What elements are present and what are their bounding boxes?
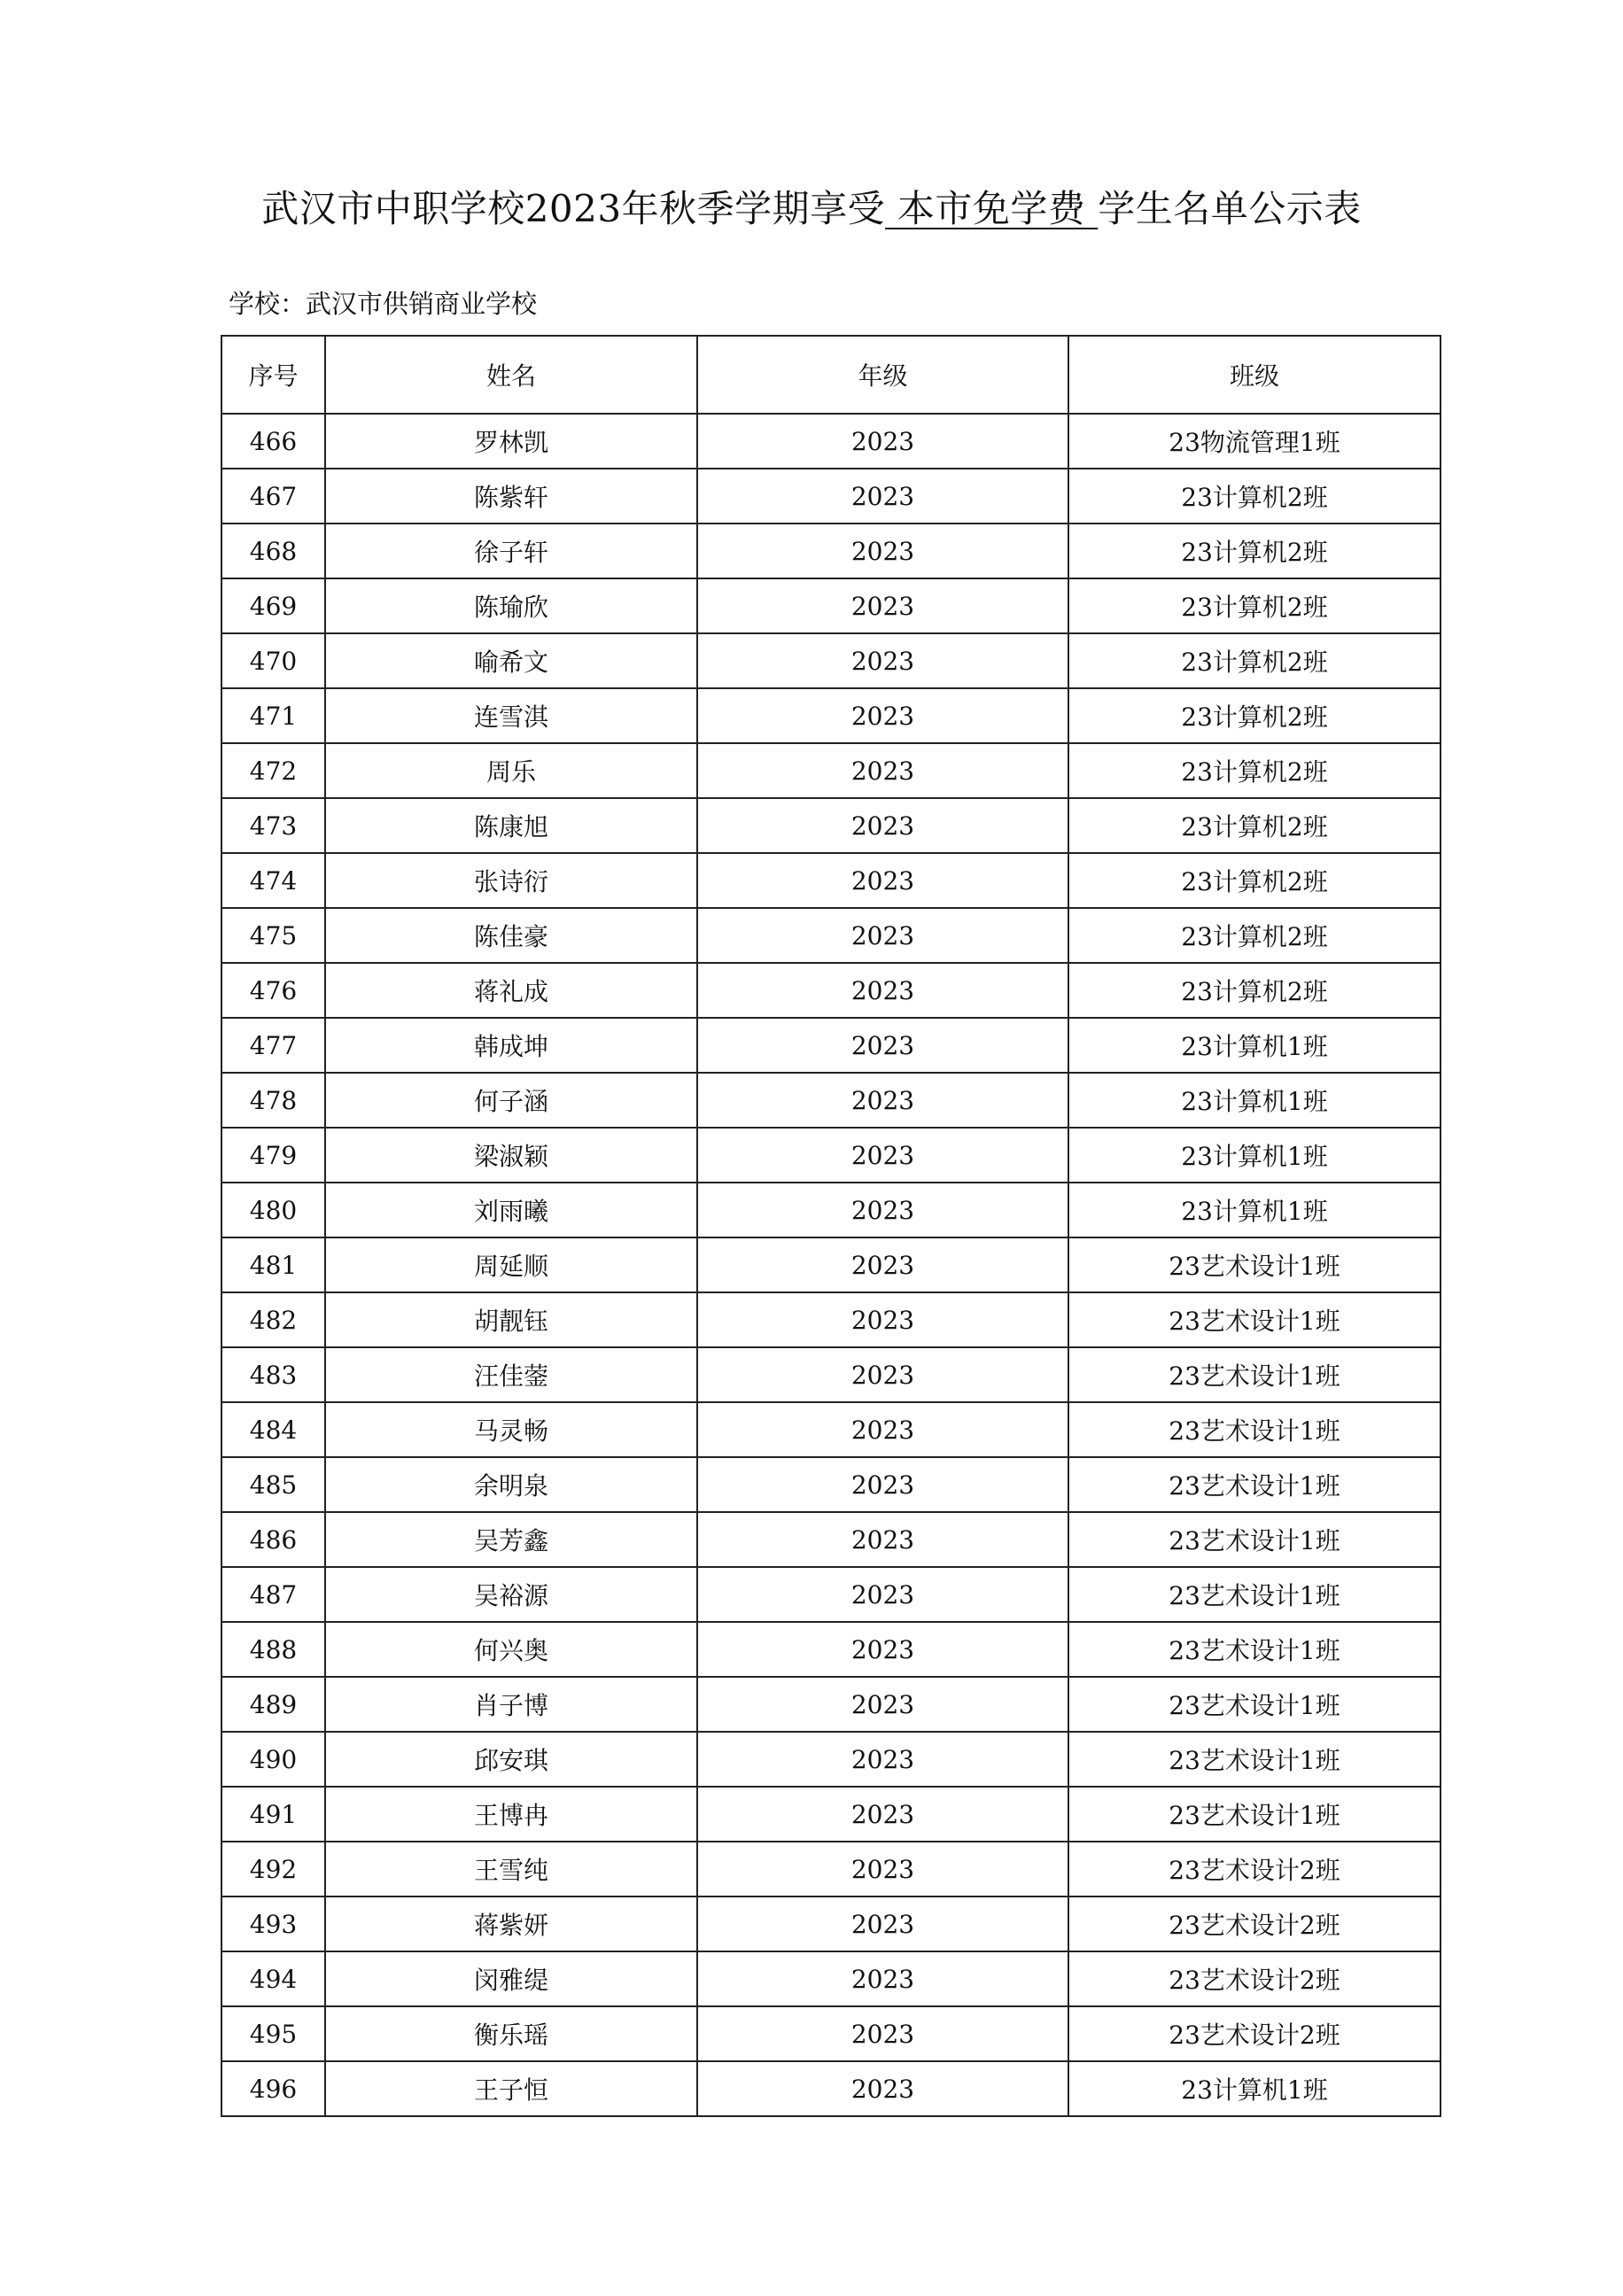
cell-class: 23计算机2班 xyxy=(1068,469,1441,524)
cell-grade: 2023 xyxy=(697,908,1068,963)
cell-class: 23计算机2班 xyxy=(1068,578,1441,633)
cell-class: 23计算机1班 xyxy=(1068,1128,1441,1183)
cell-index: 493 xyxy=(221,1897,325,1951)
table-body xyxy=(221,414,1441,2116)
table-header-row xyxy=(221,336,1441,414)
cell-class: 23计算机2班 xyxy=(1068,633,1441,688)
table-row xyxy=(221,1292,1441,1347)
table-row xyxy=(221,1073,1441,1128)
cell-student-name: 陈康旭 xyxy=(325,798,697,853)
cell-grade: 2023 xyxy=(697,688,1068,743)
cell-class: 23计算机2班 xyxy=(1068,853,1441,908)
table-row xyxy=(221,1787,1441,1842)
cell-grade: 2023 xyxy=(697,414,1068,469)
cell-student-name: 陈佳豪 xyxy=(325,908,697,963)
cell-index: 479 xyxy=(221,1128,325,1183)
cell-grade: 2023 xyxy=(697,1512,1068,1567)
cell-index: 466 xyxy=(221,414,325,469)
cell-grade: 2023 xyxy=(697,1018,1068,1073)
column-header-name: 姓名 xyxy=(325,336,697,414)
cell-grade: 2023 xyxy=(697,1237,1068,1292)
cell-index: 476 xyxy=(221,963,325,1018)
cell-grade: 2023 xyxy=(697,1842,1068,1897)
cell-student-name: 闵雅缇 xyxy=(325,1951,697,2006)
cell-index: 468 xyxy=(221,524,325,578)
cell-student-name: 胡靓钰 xyxy=(325,1292,697,1347)
cell-student-name: 连雪淇 xyxy=(325,688,697,743)
cell-student-name: 周延顺 xyxy=(325,1237,697,1292)
page-title-suffix: 学生名单公示表 xyxy=(1098,187,1362,230)
cell-student-name: 陈紫轩 xyxy=(325,469,697,524)
table-row xyxy=(221,2006,1441,2061)
cell-student-name: 吴芳鑫 xyxy=(325,1512,697,1567)
cell-grade: 2023 xyxy=(697,524,1068,578)
column-header-grade: 年级 xyxy=(697,336,1068,414)
cell-student-name: 马灵畅 xyxy=(325,1402,697,1457)
cell-grade: 2023 xyxy=(697,2061,1068,2116)
cell-grade: 2023 xyxy=(697,1073,1068,1128)
cell-index: 482 xyxy=(221,1292,325,1347)
cell-class: 23艺术设计1班 xyxy=(1068,1402,1441,1457)
cell-class: 23艺术设计1班 xyxy=(1068,1457,1441,1512)
cell-student-name: 衡乐瑶 xyxy=(325,2006,697,2061)
cell-index: 475 xyxy=(221,908,325,963)
cell-grade: 2023 xyxy=(697,1677,1068,1732)
cell-student-name: 蒋紫妍 xyxy=(325,1897,697,1951)
cell-grade: 2023 xyxy=(697,963,1068,1018)
cell-grade: 2023 xyxy=(697,798,1068,853)
cell-grade: 2023 xyxy=(697,1292,1068,1347)
cell-student-name: 张诗衍 xyxy=(325,853,697,908)
cell-index: 467 xyxy=(221,469,325,524)
cell-grade: 2023 xyxy=(697,1183,1068,1237)
table-row xyxy=(221,688,1441,743)
cell-student-name: 罗林凯 xyxy=(325,414,697,469)
table-row xyxy=(221,1897,1441,1951)
cell-student-name: 梁淑颖 xyxy=(325,1128,697,1183)
cell-index: 491 xyxy=(221,1787,325,1842)
table-row xyxy=(221,2061,1441,2116)
table-row xyxy=(221,963,1441,1018)
cell-index: 471 xyxy=(221,688,325,743)
cell-class: 23艺术设计1班 xyxy=(1068,1677,1441,1732)
cell-grade: 2023 xyxy=(697,1402,1068,1457)
table-row xyxy=(221,1512,1441,1567)
table-row xyxy=(221,1183,1441,1237)
table-row xyxy=(221,1951,1441,2006)
table-row xyxy=(221,469,1441,524)
cell-student-name: 何兴奥 xyxy=(325,1622,697,1677)
cell-index: 473 xyxy=(221,798,325,853)
school-name: 学校：武汉市供销商业学校 xyxy=(229,289,538,319)
cell-grade: 2023 xyxy=(697,743,1068,798)
cell-student-name: 周乐 xyxy=(325,743,697,798)
student-roster-table xyxy=(221,335,1441,2117)
cell-class: 23计算机2班 xyxy=(1068,963,1441,1018)
table-row xyxy=(221,1457,1441,1512)
cell-class: 23艺术设计1班 xyxy=(1068,1292,1441,1347)
cell-grade: 2023 xyxy=(697,1347,1068,1402)
cell-index: 474 xyxy=(221,853,325,908)
cell-grade: 2023 xyxy=(697,2006,1068,2061)
cell-class: 23计算机2班 xyxy=(1068,798,1441,853)
cell-index: 490 xyxy=(221,1732,325,1787)
cell-index: 494 xyxy=(221,1951,325,2006)
table-row xyxy=(221,798,1441,853)
cell-grade: 2023 xyxy=(697,1732,1068,1787)
cell-class: 23艺术设计1班 xyxy=(1068,1237,1441,1292)
table-row xyxy=(221,524,1441,578)
table-row xyxy=(221,743,1441,798)
cell-index: 489 xyxy=(221,1677,325,1732)
cell-grade: 2023 xyxy=(697,633,1068,688)
cell-class: 23计算机1班 xyxy=(1068,1183,1441,1237)
page-title xyxy=(0,182,1623,236)
cell-student-name: 喻希文 xyxy=(325,633,697,688)
cell-grade: 2023 xyxy=(697,578,1068,633)
cell-index: 484 xyxy=(221,1402,325,1457)
cell-student-name: 邱安琪 xyxy=(325,1732,697,1787)
cell-student-name: 何子涵 xyxy=(325,1073,697,1128)
cell-class: 23艺术设计2班 xyxy=(1068,2006,1441,2061)
cell-index: 481 xyxy=(221,1237,325,1292)
table-row xyxy=(221,633,1441,688)
table-row xyxy=(221,414,1441,469)
cell-student-name: 蒋礼成 xyxy=(325,963,697,1018)
cell-student-name: 余明泉 xyxy=(325,1457,697,1512)
cell-index: 478 xyxy=(221,1073,325,1128)
cell-class: 23计算机2班 xyxy=(1068,908,1441,963)
cell-class: 23艺术设计1班 xyxy=(1068,1622,1441,1677)
cell-class: 23艺术设计1班 xyxy=(1068,1512,1441,1567)
table-row xyxy=(221,1128,1441,1183)
cell-class: 23艺术设计2班 xyxy=(1068,1842,1441,1897)
cell-index: 487 xyxy=(221,1567,325,1622)
cell-grade: 2023 xyxy=(697,1622,1068,1677)
cell-class: 23艺术设计1班 xyxy=(1068,1787,1441,1842)
cell-grade: 2023 xyxy=(697,853,1068,908)
cell-student-name: 肖子博 xyxy=(325,1677,697,1732)
table-row xyxy=(221,853,1441,908)
cell-grade: 2023 xyxy=(697,1951,1068,2006)
cell-class: 23艺术设计2班 xyxy=(1068,1897,1441,1951)
cell-index: 496 xyxy=(221,2061,325,2116)
cell-class: 23计算机2班 xyxy=(1068,524,1441,578)
column-header-class: 班级 xyxy=(1068,336,1441,414)
cell-class: 23艺术设计1班 xyxy=(1068,1732,1441,1787)
cell-index: 483 xyxy=(221,1347,325,1402)
cell-grade: 2023 xyxy=(697,1897,1068,1951)
cell-student-name: 王博冉 xyxy=(325,1787,697,1842)
table-row xyxy=(221,1567,1441,1622)
cell-class: 23计算机2班 xyxy=(1068,743,1441,798)
cell-index: 480 xyxy=(221,1183,325,1237)
cell-grade: 2023 xyxy=(697,469,1068,524)
cell-student-name: 汪佳蓥 xyxy=(325,1347,697,1402)
table-row xyxy=(221,1732,1441,1787)
cell-grade: 2023 xyxy=(697,1128,1068,1183)
table-row xyxy=(221,1677,1441,1732)
table-row xyxy=(221,1018,1441,1073)
cell-index: 470 xyxy=(221,633,325,688)
cell-index: 469 xyxy=(221,578,325,633)
cell-class: 23计算机1班 xyxy=(1068,1018,1441,1073)
cell-class: 23艺术设计1班 xyxy=(1068,1347,1441,1402)
table-row xyxy=(221,1402,1441,1457)
cell-student-name: 陈瑜欣 xyxy=(325,578,697,633)
cell-class: 23计算机1班 xyxy=(1068,1073,1441,1128)
cell-student-name: 王雪纯 xyxy=(325,1842,697,1897)
table-row xyxy=(221,908,1441,963)
cell-grade: 2023 xyxy=(697,1457,1068,1512)
cell-student-name: 徐子轩 xyxy=(325,524,697,578)
cell-class: 23计算机1班 xyxy=(1068,2061,1441,2116)
cell-grade: 2023 xyxy=(697,1567,1068,1622)
cell-index: 477 xyxy=(221,1018,325,1073)
cell-index: 488 xyxy=(221,1622,325,1677)
cell-student-name: 王子恒 xyxy=(325,2061,697,2116)
table-row xyxy=(221,1622,1441,1677)
page-title-policy: 本市免学费 xyxy=(885,187,1099,230)
cell-student-name: 刘雨曦 xyxy=(325,1183,697,1237)
cell-class: 23艺术设计1班 xyxy=(1068,1567,1441,1622)
cell-student-name: 韩成坤 xyxy=(325,1018,697,1073)
cell-index: 472 xyxy=(221,743,325,798)
column-header-index: 序号 xyxy=(221,336,325,414)
page-title-prefix: 武汉市中职学校2023年秋季学期享受 xyxy=(261,187,886,230)
table-row xyxy=(221,1347,1441,1402)
cell-grade: 2023 xyxy=(697,1787,1068,1842)
cell-index: 495 xyxy=(221,2006,325,2061)
cell-index: 486 xyxy=(221,1512,325,1567)
table-row xyxy=(221,578,1441,633)
table-row xyxy=(221,1237,1441,1292)
table-row xyxy=(221,1842,1441,1897)
cell-class: 23艺术设计2班 xyxy=(1068,1951,1441,2006)
cell-class: 23物流管理1班 xyxy=(1068,414,1441,469)
cell-student-name: 吴裕源 xyxy=(325,1567,697,1622)
cell-index: 485 xyxy=(221,1457,325,1512)
cell-class: 23计算机2班 xyxy=(1068,688,1441,743)
cell-index: 492 xyxy=(221,1842,325,1897)
